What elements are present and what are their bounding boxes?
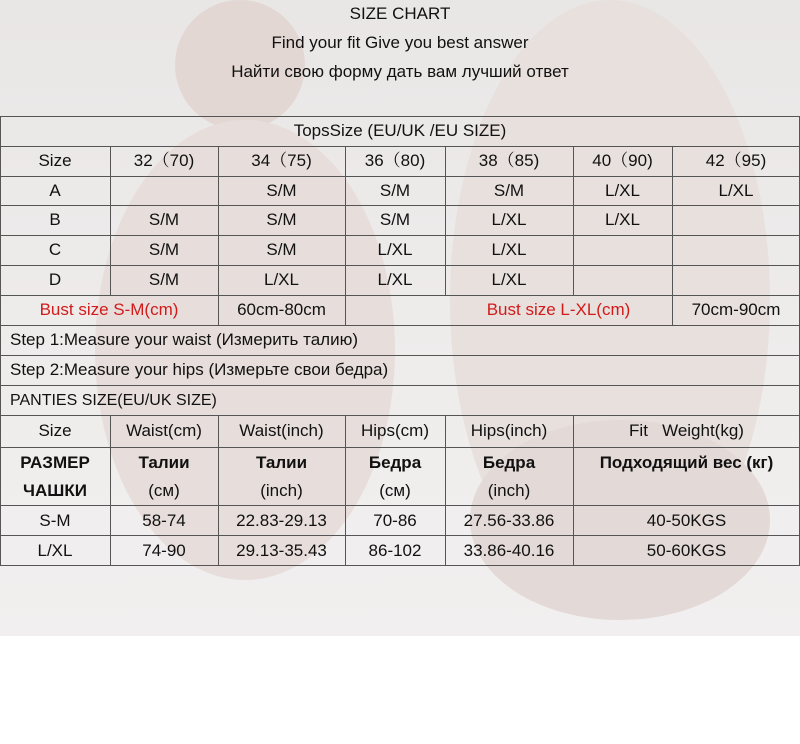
tops-column-header: 34（75): [251, 151, 312, 170]
grid-line: [672, 146, 673, 325]
panties-column-header: Hips(cm): [361, 421, 429, 440]
grid-line: [0, 235, 800, 236]
panties-table-title: PANTIES SIZE(EU/UK SIZE): [10, 392, 217, 409]
grid-line: [0, 385, 800, 386]
grid-line: [0, 447, 800, 448]
panties-cell: 50-60KGS: [646, 541, 727, 560]
panties-cell: L/XL: [37, 541, 73, 560]
panties-cell: S-M: [39, 511, 71, 530]
page-subtitle-russian: Найти свою форму дать вам лучший ответ: [231, 62, 569, 81]
panties-column-header: Hips(inch): [470, 421, 548, 440]
tops-cell: L/XL: [605, 210, 640, 229]
page-subtitle: Find your fit Give you best answer: [271, 33, 529, 52]
tops-column-header: Size: [38, 151, 72, 170]
panties-ru-header: РАЗМЕР: [20, 453, 90, 472]
panties-column-header: Waist(cm): [126, 421, 202, 440]
grid-line: [0, 415, 800, 416]
step-1-instruction: Step 1:Measure your waist (Измерить талию): [10, 330, 358, 349]
tops-cell: B: [49, 210, 61, 229]
panties-cell: 29.13-35.43: [236, 541, 327, 560]
bust-size-sm-value: 60cm-80cm: [237, 300, 326, 319]
tops-cell: S/M: [266, 181, 297, 200]
tops-column-header: 38（85): [478, 151, 540, 170]
tops-cell: S/M: [148, 240, 180, 259]
panties-ru-header: Бедра: [368, 453, 422, 472]
grid-line: [0, 535, 800, 536]
grid-line: [218, 146, 219, 325]
step-2-instruction: Step 2:Measure your hips (Измерьте свои бедра): [10, 360, 389, 379]
tops-cell: L/XL: [491, 270, 527, 289]
panties-cell: 74-90: [142, 541, 186, 560]
panties-ru-header: Бедра: [482, 453, 536, 472]
panties-column-header: Waist(inch): [239, 421, 324, 440]
tops-column-header: 42（95): [705, 151, 767, 170]
grid-line: [0, 176, 800, 177]
tops-cell: S/M: [148, 210, 180, 229]
panties-cell: 70-86: [373, 511, 417, 530]
panties-cell: 58-74: [142, 511, 186, 530]
panties-ru-header: Талии: [255, 453, 308, 472]
panties-cell: 27.56-33.86: [463, 511, 555, 530]
grid-line: [0, 116, 800, 117]
panties-ru-header: (см): [379, 481, 411, 500]
panties-cell: 33.86-40.16: [463, 541, 555, 560]
grid-line: [0, 565, 800, 566]
grid-line: [0, 355, 800, 356]
tops-cell: S/M: [493, 181, 525, 200]
tops-cell: L/XL: [605, 181, 640, 200]
panties-ru-header: Подходящий вес (кг): [599, 453, 774, 472]
panties-cell: 22.83-29.13: [236, 511, 327, 530]
tops-cell: S/M: [379, 181, 411, 200]
tops-cell: L/XL: [264, 270, 299, 289]
grid-line: [0, 146, 800, 147]
bust-size-lxl-label: Bust size L-XL(cm): [486, 300, 631, 319]
tops-table-title: TopsSize (EU/UK /EU SIZE): [293, 121, 507, 140]
panties-ru-header: (inch): [260, 481, 303, 500]
grid-line: [0, 295, 800, 296]
size-chart-header: [0, 0, 800, 118]
panties-column-header: Fit Weight(kg): [629, 421, 744, 440]
panties-ru-header: (inch): [487, 481, 531, 500]
tops-cell: L/XL: [377, 270, 413, 289]
tops-cell: L/XL: [718, 181, 754, 200]
panties-ru-header: (см): [148, 481, 180, 500]
tops-cell: L/XL: [491, 210, 527, 229]
grid-line: [345, 146, 346, 325]
bust-size-sm-label: Bust size S-M(cm): [39, 300, 179, 319]
grid-line: [0, 325, 800, 326]
panties-column-header: Size: [38, 421, 72, 440]
tops-cell: S/M: [266, 240, 297, 259]
tops-cell: C: [48, 240, 62, 259]
tops-cell: A: [49, 181, 61, 200]
bust-size-lxl-value: 70cm-90cm: [691, 300, 781, 319]
grid-line: [0, 205, 800, 206]
tops-cell: L/XL: [377, 240, 413, 259]
tops-cell: D: [48, 270, 62, 289]
tops-cell: L/XL: [491, 240, 527, 259]
panties-cell: 86-102: [368, 541, 422, 560]
panties-ru-header: Талии: [138, 453, 190, 472]
tops-column-header: 36（80): [364, 151, 426, 170]
tops-cell: S/M: [266, 210, 297, 229]
grid-line: [0, 265, 800, 266]
tops-column-header: 32（70): [133, 151, 195, 170]
tops-cell: S/M: [148, 270, 180, 289]
panties-cell: 40-50KGS: [646, 511, 727, 530]
grid-line: [0, 505, 800, 506]
panties-ru-header: ЧАШКИ: [23, 481, 87, 500]
tops-column-header: 40（90): [592, 151, 653, 170]
page-title: SIZE CHART: [349, 4, 451, 23]
tops-cell: S/M: [379, 210, 411, 229]
